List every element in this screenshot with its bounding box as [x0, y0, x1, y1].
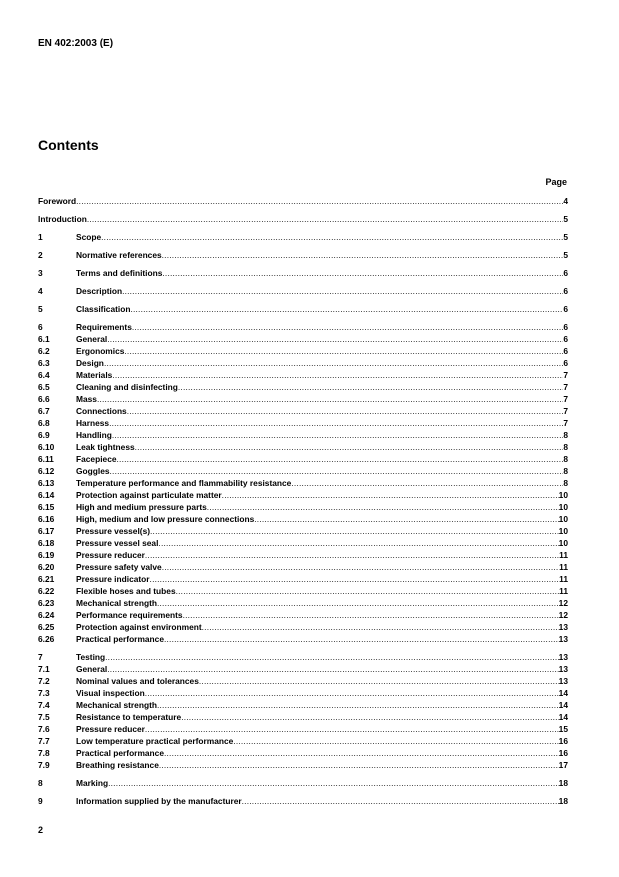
toc-entry-label: Leak tightness [76, 442, 135, 452]
toc-entry[interactable] [38, 478, 568, 489]
toc-entry[interactable] [38, 232, 568, 243]
toc-entry-page: 8 [563, 442, 568, 452]
toc-leader-dots [150, 526, 559, 537]
toc-leader-dots [112, 370, 563, 381]
toc-entry-label: Pressure reducer [76, 550, 145, 560]
toc-entry-label: Marking [76, 778, 109, 788]
toc-entry-page: 18 [558, 778, 568, 788]
toc-entry[interactable] [38, 514, 568, 525]
toc-entry-number: 6.4 [38, 370, 50, 380]
toc-entry-label: Breathing resistance [76, 760, 159, 770]
toc-entry-page: 10 [558, 526, 568, 536]
toc-entry[interactable] [38, 676, 568, 687]
toc-leader-dots [164, 634, 559, 645]
toc-entry-number: 6.21 [38, 574, 55, 584]
toc-leader-dots [145, 724, 559, 735]
toc-entry-page: 16 [558, 748, 568, 758]
toc-entry[interactable] [38, 394, 568, 405]
toc-entry-label: Foreword [38, 196, 77, 206]
toc-entry[interactable] [38, 778, 568, 789]
toc-entry-page: 10 [558, 502, 568, 512]
toc-entry-label: Requirements [76, 322, 132, 332]
toc-entry-number: 6.6 [38, 394, 50, 404]
toc-entry-label: Classification [76, 304, 131, 314]
toc-entry-number: 4 [38, 286, 43, 296]
toc-entry-number: 6.2 [38, 346, 50, 356]
toc-entry-number: 6.12 [38, 466, 55, 476]
toc-entry[interactable] [38, 502, 568, 513]
toc-entry[interactable] [38, 688, 568, 699]
toc-entry-label: Mechanical strength [76, 598, 157, 608]
toc-entry-label: General [76, 334, 108, 344]
toc-leader-dots [87, 214, 563, 225]
toc-entry-page: 8 [563, 430, 568, 440]
toc-entry-number: 6.24 [38, 610, 55, 620]
toc-entry[interactable] [38, 526, 568, 537]
toc-entry-page: 15 [558, 724, 568, 734]
toc-entry[interactable] [38, 304, 568, 315]
toc-entry-label: Goggles [76, 466, 110, 476]
toc-entry-number: 6 [38, 322, 43, 332]
toc-leader-dots [181, 712, 558, 723]
toc-entry[interactable] [38, 346, 568, 357]
toc-leader-dots [233, 736, 558, 747]
toc-entry-number: 6.11 [38, 454, 54, 464]
toc-entry-page: 11 [559, 574, 568, 584]
toc-entry-page: 6 [563, 334, 568, 344]
toc-entry-label: Pressure vessel seal [76, 538, 159, 548]
toc-entry-page: 16 [558, 736, 568, 746]
toc-entry-number: 7.1 [38, 664, 50, 674]
toc-leader-dots [176, 586, 560, 597]
toc-leader-dots [122, 286, 563, 297]
toc-leader-dots [162, 562, 559, 573]
toc-entry-page: 6 [563, 346, 568, 356]
toc-entry-label: Connections [76, 406, 127, 416]
toc-entry[interactable] [38, 622, 568, 633]
toc-entry[interactable] [38, 382, 568, 393]
toc-leader-dots [254, 514, 558, 525]
toc-entry-number: 6.3 [38, 358, 50, 368]
toc-entry-label: High and medium pressure parts [76, 502, 207, 512]
toc-entry[interactable] [38, 736, 568, 747]
toc-leader-dots [157, 598, 559, 609]
toc-entry-page: 18 [558, 796, 568, 806]
toc-leader-dots [107, 334, 563, 345]
toc-leader-dots [162, 250, 564, 261]
toc-entry-number: 6.18 [38, 538, 55, 548]
toc-entry-number: 3 [38, 268, 43, 278]
toc-entry[interactable] [38, 286, 568, 297]
toc-entry[interactable] [38, 712, 568, 723]
toc-leader-dots [164, 748, 559, 759]
toc-entry-page: 6 [563, 304, 568, 314]
toc-entry-label: Nominal values and tolerances [76, 676, 199, 686]
toc-leader-dots [202, 622, 559, 633]
toc-entry-page: 7 [563, 406, 568, 416]
toc-leader-dots [158, 538, 558, 549]
toc-entry-page: 7 [563, 418, 568, 428]
toc-entry-page: 6 [563, 286, 568, 296]
toc-entry-page: 14 [558, 700, 568, 710]
toc-entry-label: Handling [76, 430, 112, 440]
toc-entry-label: Information supplied by the manufacturer [76, 796, 242, 806]
toc-entry-number: 6.13 [38, 478, 55, 488]
toc-leader-dots [207, 502, 559, 513]
toc-leader-dots [124, 346, 563, 357]
toc-leader-dots [291, 478, 563, 489]
toc-entry[interactable] [38, 652, 568, 663]
toc-entry-label: Materials [76, 370, 113, 380]
toc-entry[interactable] [38, 322, 568, 333]
toc-entry-label: Terms and definitions [76, 268, 163, 278]
toc-entry-number: 7 [38, 652, 43, 662]
toc-leader-dots [109, 418, 563, 429]
toc-entry-page: 10 [558, 514, 568, 524]
toc-entry-label: High, medium and low pressure connections [76, 514, 255, 524]
toc-leader-dots [127, 406, 564, 417]
toc-entry-number: 6.16 [38, 514, 55, 524]
toc-entry-number: 7.5 [38, 712, 50, 722]
toc-entry-page: 14 [558, 688, 568, 698]
toc-entry-page: 13 [558, 676, 568, 686]
toc-entry-number: 6.26 [38, 634, 55, 644]
toc-entry-page: 6 [563, 322, 568, 332]
toc-entry-number: 7.2 [38, 676, 50, 686]
toc-entry-label: Harness [76, 418, 110, 428]
toc-entry-page: 13 [558, 652, 568, 662]
toc-entry[interactable] [38, 538, 568, 549]
toc-entry-page: 12 [558, 598, 568, 608]
toc-entry[interactable] [38, 358, 568, 369]
toc-leader-dots [159, 760, 559, 771]
toc-entry-label: Visual inspection [76, 688, 145, 698]
toc-entry-page: 8 [563, 478, 568, 488]
toc-entry-page: 13 [558, 664, 568, 674]
page-column-label: Page [545, 177, 567, 187]
toc-entry[interactable] [38, 700, 568, 711]
toc-entry[interactable] [38, 610, 568, 621]
toc-entry-page: 11 [559, 562, 568, 572]
toc-entry[interactable] [38, 562, 568, 573]
toc-entry[interactable] [38, 370, 568, 381]
toc-entry[interactable] [38, 334, 568, 345]
toc-entry-number: 7.6 [38, 724, 50, 734]
toc-entry-number: 2 [38, 250, 43, 260]
toc-entry-label: Pressure indicator [76, 574, 150, 584]
toc-leader-dots [101, 232, 563, 243]
toc-leader-dots [222, 490, 559, 501]
toc-leader-dots [162, 268, 563, 279]
toc-leader-dots [108, 778, 559, 789]
toc-entry-page: 5 [563, 232, 568, 242]
toc-entry-page: 4 [563, 196, 568, 206]
page-number: 2 [38, 825, 44, 835]
toc-entry-label: Mechanical strength [76, 700, 157, 710]
toc-entry[interactable] [38, 574, 568, 585]
toc-entry-page: 13 [558, 634, 568, 644]
toc-entry-number: 9 [38, 796, 43, 806]
toc-entry-label: Testing [76, 652, 106, 662]
toc-entry-label: Cleaning and disinfecting [76, 382, 178, 392]
toc-entry[interactable] [38, 598, 568, 609]
toc-leader-dots [110, 466, 564, 477]
toc-entry[interactable] [38, 418, 568, 429]
toc-leader-dots [135, 442, 564, 453]
toc-entry[interactable] [38, 250, 568, 261]
toc-entry-page: 6 [563, 358, 568, 368]
toc-entry[interactable] [38, 442, 568, 453]
toc-entry-label: Temperature performance and flammability resistance [76, 478, 292, 488]
toc-entry-label: Normative references [76, 250, 162, 260]
toc-entry[interactable] [38, 586, 568, 597]
toc-entry[interactable] [38, 214, 568, 225]
toc-leader-dots [183, 610, 559, 621]
toc-entry[interactable] [38, 760, 568, 771]
page-title: Contents [38, 137, 99, 153]
toc-entry-page: 13 [558, 622, 568, 632]
toc-entry-number: 7.8 [38, 748, 50, 758]
toc-entry-label: Pressure safety valve [76, 562, 162, 572]
toc-entry-label: Practical performance [76, 748, 164, 758]
toc-leader-dots [112, 430, 564, 441]
toc-entry-label: Flexible hoses and tubes [76, 586, 176, 596]
toc-entry-label: Resistance to temperature [76, 712, 182, 722]
toc-leader-dots [145, 550, 559, 561]
toc-leader-dots [130, 304, 563, 315]
toc-entry[interactable] [38, 454, 568, 465]
toc-leader-dots [105, 652, 559, 663]
toc-entry-page: 17 [558, 760, 568, 770]
toc-entry-label: Facepiece [76, 454, 117, 464]
toc-entry[interactable] [38, 664, 568, 675]
toc-entry-page: 14 [558, 712, 568, 722]
toc-entry-number: 6.9 [38, 430, 50, 440]
toc-entry-number: 1 [38, 232, 43, 242]
toc-entry-number: 6.22 [38, 586, 55, 596]
toc-entry-page: 7 [563, 394, 568, 404]
toc-leader-dots [117, 454, 564, 465]
toc-entry-number: 6.19 [38, 550, 55, 560]
toc-entry-number: 6.15 [38, 502, 55, 512]
toc-entry-page: 10 [558, 538, 568, 548]
toc-entry-number: 6.25 [38, 622, 55, 632]
toc-entry-label: Scope [76, 232, 102, 242]
toc-entry-label: Mass [76, 394, 97, 404]
toc-entry-label: Performance requirements [76, 610, 183, 620]
toc-entry-number: 6.7 [38, 406, 50, 416]
toc-entry-label: Introduction [38, 214, 87, 224]
toc-entry[interactable] [38, 406, 568, 417]
toc-entry-number: 6.5 [38, 382, 50, 392]
toc-entry-label: Design [76, 358, 104, 368]
toc-entry-number: 7.4 [38, 700, 50, 710]
toc-entry-label: Protection against environment [76, 622, 202, 632]
toc-entry-label: Ergonomics [76, 346, 125, 356]
document-id: EN 402:2003 (E) [38, 38, 114, 49]
toc-entry-label: General [76, 664, 108, 674]
toc-entry-number: 6.1 [38, 334, 50, 344]
toc-entry-number: 6.23 [38, 598, 55, 608]
toc-entry-page: 7 [563, 382, 568, 392]
toc-entry[interactable] [38, 796, 568, 807]
toc-entry-number: 6.10 [38, 442, 55, 452]
toc-entry-number: 6.17 [38, 526, 55, 536]
toc-leader-dots [157, 700, 559, 711]
toc-entry-number: 6.8 [38, 418, 50, 428]
toc-entry-page: 11 [559, 550, 568, 560]
toc-leader-dots [150, 574, 560, 585]
toc-entry-page: 5 [563, 250, 568, 260]
toc-entry-label: Practical performance [76, 634, 164, 644]
toc-entry-page: 8 [563, 454, 568, 464]
toc-leader-dots [242, 796, 559, 807]
toc-entry[interactable] [38, 268, 568, 279]
toc-entry[interactable] [38, 466, 568, 477]
toc-entry-number: 7.9 [38, 760, 50, 770]
toc-entry-label: Protection against particulate matter [76, 490, 222, 500]
toc-entry-page: 10 [558, 490, 568, 500]
toc-leader-dots [145, 688, 559, 699]
toc-entry-number: 6.20 [38, 562, 55, 572]
toc-entry-number: 7.3 [38, 688, 50, 698]
toc-leader-dots [178, 382, 563, 393]
toc-entry-label: Pressure reducer [76, 724, 145, 734]
toc-entry-page: 8 [563, 466, 568, 476]
toc-entry-label: Pressure vessel(s) [76, 526, 151, 536]
toc-entry-label: Low temperature practical performance [76, 736, 234, 746]
toc-entry-page: 7 [563, 370, 568, 380]
toc-entry[interactable] [38, 550, 568, 561]
toc-entry-page: 12 [558, 610, 568, 620]
toc-leader-dots [97, 394, 563, 405]
toc-entry[interactable] [38, 634, 568, 645]
toc-entry-page: 5 [563, 214, 568, 224]
toc-leader-dots [132, 322, 563, 333]
toc-leader-dots [107, 664, 558, 675]
toc-leader-dots [199, 676, 559, 687]
toc-leader-dots [76, 196, 563, 207]
toc-entry[interactable] [38, 430, 568, 441]
toc-entry[interactable] [38, 490, 568, 501]
toc-entry-number: 6.14 [38, 490, 55, 500]
toc-entry-number: 5 [38, 304, 43, 314]
toc-entry-page: 11 [559, 586, 568, 596]
toc-entry-number: 8 [38, 778, 43, 788]
toc-entry-page: 6 [563, 268, 568, 278]
toc-entry[interactable] [38, 724, 568, 735]
toc-entry-number: 7.7 [38, 736, 50, 746]
toc-leader-dots [104, 358, 563, 369]
toc-entry[interactable] [38, 196, 568, 207]
toc-entry[interactable] [38, 748, 568, 759]
toc-entry-label: Description [76, 286, 123, 296]
